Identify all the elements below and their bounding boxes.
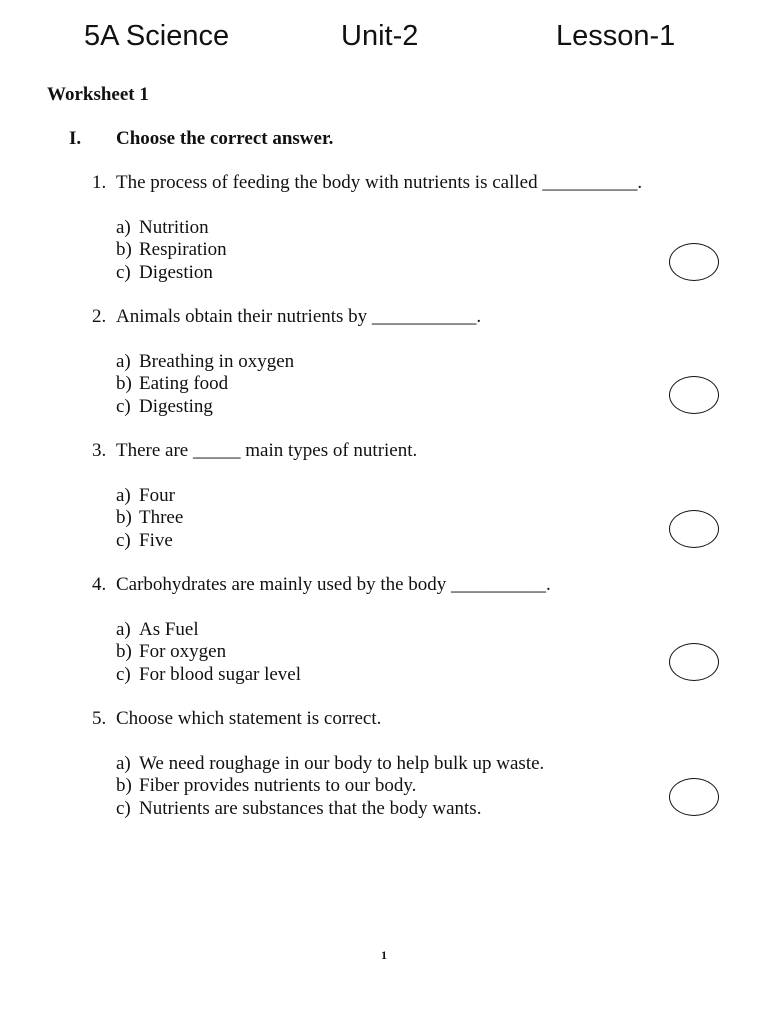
option-letter: b)	[116, 507, 132, 528]
option-c	[116, 262, 732, 285]
option-text: We need roughage in our body to help bulk up waste.	[139, 752, 545, 774]
question-number: 5.	[92, 708, 107, 729]
option-text: For blood sugar level	[139, 663, 302, 685]
option-text: Four	[139, 484, 175, 506]
question-text: Choose which statement is correct.	[116, 708, 382, 729]
question-text: Carbohydrates are mainly used by the body __________.	[116, 574, 551, 595]
answer-options	[116, 619, 732, 687]
option-b	[116, 373, 732, 396]
option-text: Nutrients are substances that the body wants.	[139, 797, 482, 819]
option-c	[116, 798, 732, 821]
option-a	[116, 351, 732, 374]
question-text: Animals obtain their nutrients by ___________.	[116, 306, 482, 327]
option-letter: a)	[116, 484, 131, 506]
header-lesson: Lesson-1	[556, 20, 676, 52]
option-letter: b)	[116, 373, 132, 394]
option-text: For oxygen	[139, 641, 227, 662]
option-text: Digesting	[139, 395, 213, 417]
answer-circle-2[interactable]	[669, 376, 719, 414]
question-5	[92, 708, 732, 820]
section-number: I.	[69, 128, 82, 149]
option-text: Respiration	[139, 239, 227, 260]
answer-circle-5[interactable]	[669, 778, 719, 816]
option-letter: a)	[116, 216, 131, 238]
answer-circle-1[interactable]	[669, 243, 719, 281]
answer-circle-4[interactable]	[669, 643, 719, 681]
question-stem	[92, 708, 732, 731]
option-letter: c)	[116, 663, 131, 685]
option-text: Digestion	[139, 261, 213, 283]
option-a	[116, 753, 732, 776]
option-text: Eating food	[139, 373, 229, 394]
option-letter: c)	[116, 395, 131, 417]
question-2	[92, 306, 732, 418]
option-text: Breathing in oxygen	[139, 350, 295, 372]
option-text: Three	[139, 507, 184, 528]
option-letter: b)	[116, 239, 132, 260]
option-letter: a)	[116, 350, 131, 372]
page-header	[0, 20, 768, 60]
option-letter: a)	[116, 752, 131, 774]
answer-options	[116, 217, 732, 285]
question-4	[92, 574, 732, 686]
question-text: There are _____ main types of nutrient.	[116, 440, 418, 461]
answer-options	[116, 485, 732, 553]
option-b	[116, 507, 732, 530]
option-letter: c)	[116, 529, 131, 551]
worksheet-title: Worksheet 1	[47, 84, 149, 105]
option-letter: c)	[116, 261, 131, 283]
question-3	[92, 440, 732, 552]
option-text: Fiber provides nutrients to our body.	[139, 775, 417, 796]
option-b	[116, 775, 732, 798]
option-c	[116, 530, 732, 553]
option-letter: b)	[116, 641, 132, 662]
option-a	[116, 485, 732, 508]
question-number: 2.	[92, 306, 107, 327]
option-c	[116, 396, 732, 419]
option-b	[116, 641, 732, 664]
page-number: 1	[381, 948, 387, 962]
option-letter: c)	[116, 797, 131, 819]
question-number: 4.	[92, 574, 107, 595]
question-number: 3.	[92, 440, 107, 461]
question-stem	[92, 306, 732, 329]
answer-circle-3[interactable]	[669, 510, 719, 548]
question-stem	[92, 172, 732, 195]
answer-options	[116, 753, 732, 821]
option-c	[116, 664, 732, 687]
answer-options	[116, 351, 732, 419]
header-subject: 5A Science	[84, 20, 230, 52]
header-unit: Unit-2	[341, 20, 419, 52]
question-text: The process of feeding the body with nutrients is called __________.	[116, 172, 643, 193]
question-number: 1.	[92, 172, 107, 193]
section-instruction: Choose the correct answer.	[116, 128, 334, 149]
option-letter: b)	[116, 775, 132, 796]
option-letter: a)	[116, 618, 131, 640]
question-1	[92, 172, 732, 284]
question-stem	[92, 574, 732, 597]
option-b	[116, 239, 732, 262]
option-text: Nutrition	[139, 216, 209, 238]
option-text: As Fuel	[139, 618, 199, 640]
option-a	[116, 619, 732, 642]
option-a	[116, 217, 732, 240]
option-text: Five	[139, 529, 173, 551]
question-stem	[92, 440, 732, 463]
